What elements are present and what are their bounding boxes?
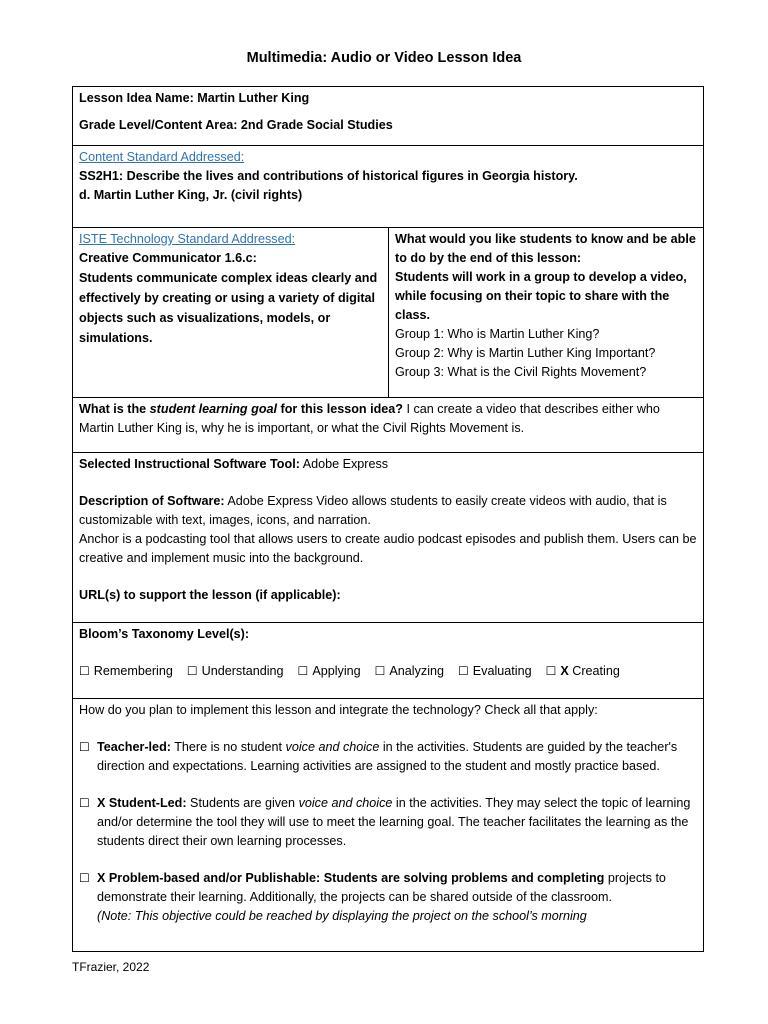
student-led-option[interactable] [79,794,697,851]
lesson-plan-table [72,86,704,952]
checkbox-icon[interactable]: ☐ [186,664,198,678]
goal-suffix: for this lesson idea? [277,402,403,416]
software-tool-value: Adobe Express [299,457,389,471]
blooms-level-label: Analyzing [389,664,444,678]
document-title: Multimedia: Audio or Video Lesson Idea [246,50,522,66]
objectives-cell [389,228,703,397]
lesson-name: Lesson Idea Name: Martin Luther King [79,91,310,105]
footer-author: TFrazier, 2022 [72,960,150,974]
iste-cell [73,228,389,397]
checkbox-icon[interactable]: ☐ [458,664,469,678]
problem-based-label: X Problem-based and/or Publishable: Students are solving problems and completing [97,871,605,885]
checkbox-icon[interactable]: ☐ [79,664,90,678]
software-desc-text: Adobe Express Video allows students to easily create videos with audio, that is customizable with text, images, icons, and narration. [79,494,667,527]
blooms-option[interactable] [375,662,444,681]
content-standard-row [73,146,703,228]
teacher-led-text: in the activities. Students are guided by the teacher's direction and expectations. Learning activities are assigned to the student and mostly practice based. [97,740,678,773]
student-led-italic: voice and choice [298,796,393,810]
grade-level: Grade Level/Content Area: 2nd Grade Social Studies [79,118,393,132]
blooms-level-label: Applying [312,664,361,678]
content-standard-code: SS2H1: [79,169,124,183]
checkbox-icon[interactable]: ☐ [374,664,386,678]
software-description [79,492,697,530]
goal-italic: student learning goal [149,402,278,416]
blooms-row [73,623,703,699]
blooms-option[interactable] [298,662,361,681]
learning-goal-row [73,398,703,453]
student-led-label: X Student-Led: [97,796,187,810]
note-text: (Note: This objective could be reached by displaying the project on the school’s morning [97,909,587,923]
lesson-info-row [73,87,703,146]
iste-objectives-row [73,228,703,398]
blooms-option[interactable] [79,662,173,681]
implementation-question: How do you plan to implement this lesson and integrate the technology? Check all that apply: [79,703,598,717]
objectives-answer: Students will work in a group to develop a video, while focusing on their topic to share with the class. [395,270,687,322]
checkbox-icon[interactable]: ☐ [545,664,557,678]
checkbox-icon[interactable]: ☐ [79,796,90,810]
blooms-level-label: Remembering [93,664,173,678]
software-row [73,453,703,623]
blooms-heading: Bloom’s Taxonomy Level(s): [79,627,250,641]
goal-answer: I can create a video that describes either who Martin Luther King is, why he is important, or what the Civil Rights Movement is. [79,402,660,435]
selected-mark: X [560,664,569,678]
blooms-level-label: Creating [568,664,620,678]
group-item: Group 2: Why is Martin Luther King Important? [395,346,656,360]
iste-text: Students communicate complex ideas clearly and effectively by creating or using a variety of digital objects such as visualizations, models, or simulations. [79,271,378,345]
blooms-option-selected[interactable] [546,662,620,681]
group-item: Group 3: What is the Civil Rights Movement? [395,365,647,379]
blooms-option[interactable] [187,662,284,681]
iste-standard: Creative Communicator 1.6.c: [79,251,257,265]
student-led-text: in the activities. They may select the topic of learning and/or determine the tool they will use to meet the learning goal. The teacher facilitates the learning as the students direct their own learning processes. [97,796,691,848]
learning-goal [73,398,703,438]
content-standard-detail: d. Martin Luther King, Jr. (civil rights) [79,188,303,202]
goal-prefix: What is the [79,402,150,416]
content-standard-text: Describe the lives and contributions of historical figures in Georgia history. [123,169,578,183]
checkbox-icon[interactable]: ☐ [297,664,309,678]
checkbox-icon[interactable]: ☐ [79,871,90,885]
software-tool [79,455,697,474]
blooms-levels [79,662,697,681]
student-led-text: Students are given [186,796,299,810]
objectives-question: What would you like students to know and be able to do by the end of this lesson: [395,232,696,265]
blooms-level-label: Evaluating [472,664,532,678]
teacher-led-label: Teacher-led: [97,740,171,754]
teacher-led-text: There is no student [170,740,286,754]
anchor-description: Anchor is a podcasting tool that allows users to create audio podcast episodes and publish them. Users can be creative and implement music into the background. [79,532,697,565]
content-standard-heading[interactable]: Content Standard Addressed: [79,150,245,164]
software-desc-label: Description of Software: [79,494,225,508]
blooms-level-label: Understanding [201,664,284,678]
teacher-led-option[interactable] [79,738,697,776]
group-item: Group 1: Who is Martin Luther King? [395,327,600,341]
blooms-option[interactable] [458,662,532,681]
checkbox-icon[interactable]: ☐ [79,740,90,754]
problem-based-option[interactable] [79,869,697,926]
iste-heading[interactable]: ISTE Technology Standard Addressed: [79,232,296,246]
url-label: URL(s) to support the lesson (if applicable): [79,588,341,602]
implementation-row [73,699,703,951]
problem-based-text: projects to demonstrate their learning. Additionally, the projects can be shared outside of the classroom. [97,871,666,904]
software-tool-label: Selected Instructional Software Tool: [79,457,300,471]
teacher-led-italic: voice and choice [285,740,380,754]
